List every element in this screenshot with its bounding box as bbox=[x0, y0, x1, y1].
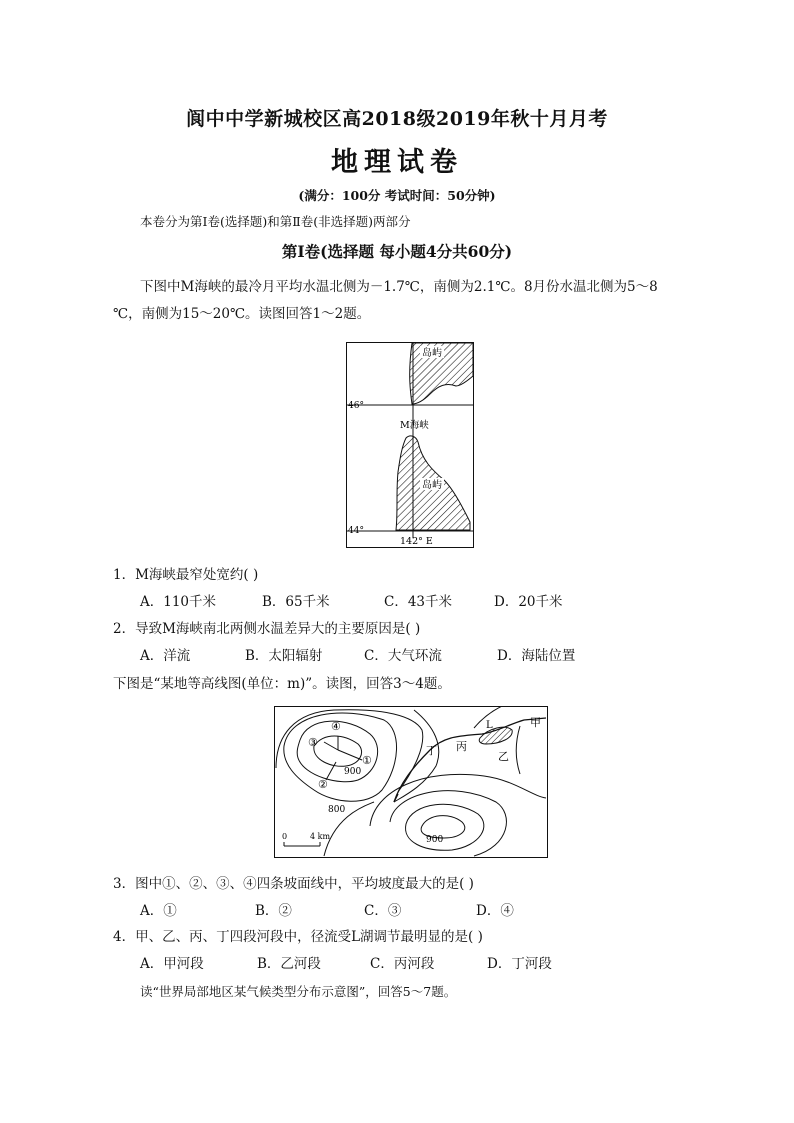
q1-option-b[interactable]: B．65千米 bbox=[262, 594, 330, 610]
q1-option-a[interactable]: A．110千米 bbox=[140, 594, 217, 610]
label-bing: 丙 bbox=[456, 740, 467, 753]
q2-option-b[interactable]: B．太阳辐射 bbox=[245, 648, 323, 664]
q4-option-c[interactable]: C．丙河段 bbox=[370, 956, 435, 972]
q3-option-d[interactable]: D．④ bbox=[476, 903, 514, 919]
intro-1-line-2: ℃，南侧为15～20℃。读图回答1～2题。 bbox=[113, 306, 371, 322]
label-circle-4: ④ bbox=[331, 720, 341, 733]
question-1-stem: 1．M海峡最窄处宽约( ) bbox=[113, 567, 259, 583]
label-ding: 丁 bbox=[426, 744, 437, 757]
scale-label-4km: 4 km bbox=[310, 832, 331, 841]
q1-option-d[interactable]: D．20千米 bbox=[494, 594, 563, 610]
label-island-bottom: 岛屿 bbox=[422, 480, 442, 491]
question-2-stem: 2．导致M海峡南北两侧水温差异大的主要原因是( ) bbox=[113, 621, 421, 637]
label-900-top: 900 bbox=[344, 767, 362, 777]
subject-title: 地理试卷 bbox=[331, 147, 463, 178]
q3-option-a[interactable]: A．① bbox=[140, 903, 177, 919]
label-lat-44: 44° bbox=[348, 526, 364, 536]
intro-1-line-1: 下图中M海峡的最冷月平均水温北侧为－1.7℃，南侧为2.1℃。8月份水温北侧为5～8 bbox=[140, 279, 658, 295]
label-circle-2: ② bbox=[318, 778, 328, 791]
exam-title: 阆中中学新城校区高2018级2019年秋十月月考 bbox=[186, 108, 608, 130]
label-circle-1: ① bbox=[362, 754, 372, 767]
question-3-stem: 3．图中①、②、③、④四条坡面线中，平均坡度最大的是( ) bbox=[113, 876, 474, 892]
intro-2: 下图是“某地等高线图(单位：m)”。读图，回答3～4题。 bbox=[113, 676, 451, 692]
q4-option-a[interactable]: A．甲河段 bbox=[140, 956, 204, 972]
label-800: 800 bbox=[328, 805, 346, 815]
label-circle-3: ③ bbox=[308, 736, 318, 749]
q2-option-d[interactable]: D．海陆位置 bbox=[497, 648, 576, 664]
label-900-bottom: 900 bbox=[426, 835, 444, 845]
paper-structure-note: 本卷分为第Ⅰ卷(选择题)和第Ⅱ卷(非选择题)两部分 bbox=[140, 214, 411, 229]
contour-map bbox=[274, 706, 548, 858]
score-time-line: (满分：100分 考试时间：50分钟) bbox=[298, 188, 496, 203]
q2-option-c[interactable]: C．大气环流 bbox=[364, 648, 442, 664]
section-title: 第Ⅰ卷(选择题 每小题4分共60分) bbox=[281, 242, 513, 261]
strait-map bbox=[346, 342, 474, 548]
question-4-stem: 4．甲、乙、丙、丁四段河段中，径流受L湖调节最明显的是( ) bbox=[113, 929, 483, 945]
q4-option-b[interactable]: B．乙河段 bbox=[257, 956, 321, 972]
label-jia: 甲 bbox=[530, 716, 541, 729]
label-yi: 乙 bbox=[498, 750, 509, 763]
label-lon-142: 142° E bbox=[400, 536, 433, 547]
q4-option-d[interactable]: D．丁河段 bbox=[487, 956, 552, 972]
label-lat-46: 46° bbox=[348, 401, 364, 411]
label-island-top: 岛屿 bbox=[422, 348, 442, 359]
q1-option-c[interactable]: C．43千米 bbox=[384, 594, 453, 610]
label-m-strait: M海峡 bbox=[400, 420, 429, 431]
scale-label-0: 0 bbox=[282, 832, 288, 841]
q3-option-b[interactable]: B．② bbox=[255, 903, 292, 919]
q3-option-c[interactable]: C．③ bbox=[364, 903, 402, 919]
q2-option-a[interactable]: A．洋流 bbox=[140, 648, 191, 664]
label-lake-l: L bbox=[486, 720, 493, 731]
intro-3: 读“世界局部地区某气候类型分布示意图”，回答5～7题。 bbox=[140, 984, 457, 999]
